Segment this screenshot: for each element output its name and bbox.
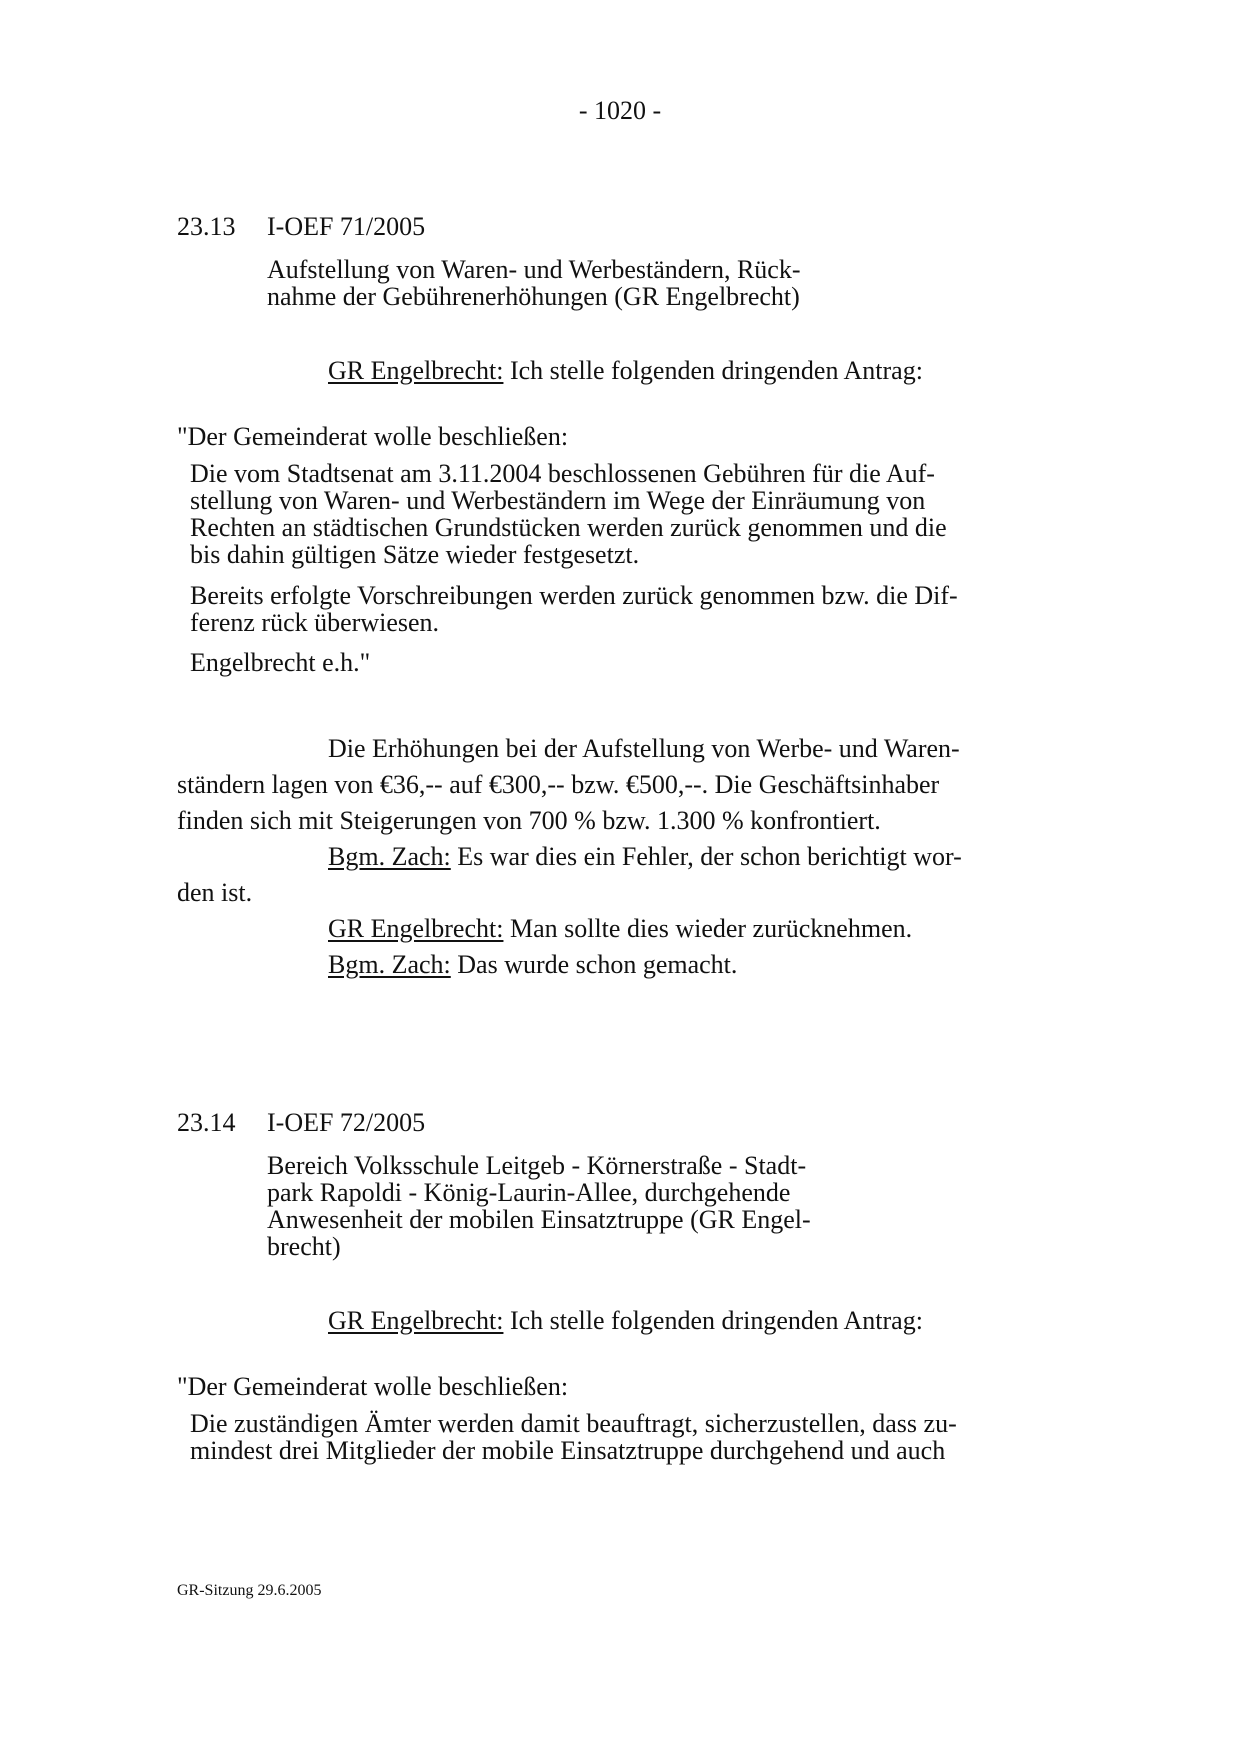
motion-line: bis dahin gültigen Sätze wieder festgesetzt.	[190, 540, 640, 569]
speaker-name: GR Engelbrecht:	[328, 914, 504, 943]
item-title-line: brecht)	[267, 1232, 341, 1261]
speaker-text: Es war dies ein Fehler, der schon berichtigt wor-	[450, 842, 962, 871]
item-title	[267, 1152, 811, 1260]
motion-header: "Der Gemeinderat wolle beschließen:	[177, 422, 569, 451]
item-title-line: nahme der Gebührenerhöhungen (GR Engelbrecht)	[267, 282, 800, 311]
speaker-line	[328, 914, 912, 944]
item-number: 23.14	[177, 1108, 236, 1137]
item-title-line: Aufstellung von Waren- und Werbeständern, Rück-	[267, 255, 801, 284]
item-title-line: Anwesenheit der mobilen Einsatztruppe (GR Engel-	[267, 1205, 811, 1234]
motion-line: mindest drei Mitglieder der mobile Einsatztruppe durchgehend und auch	[190, 1436, 946, 1465]
item-number: 23.13	[177, 212, 236, 241]
speaker-name: Bgm. Zach:	[328, 950, 451, 979]
speaker-name: GR Engelbrecht:	[328, 356, 504, 385]
footer: GR-Sitzung 29.6.2005	[177, 1582, 322, 1599]
speaker-text: Man sollte dies wieder zurücknehmen.	[503, 914, 913, 943]
motion-line: stellung von Waren- und Werbeständern im Wege der Einräumung von	[190, 486, 926, 515]
discussion-line: ständern lagen von €36,-- auf €300,-- bzw. €500,--. Die Geschäftsinhaber	[177, 770, 940, 799]
page-number: - 1020 -	[578, 96, 662, 125]
speaker-text: Ich stelle folgenden dringenden Antrag:	[503, 1306, 923, 1335]
motion-paragraph	[190, 460, 947, 568]
item-title-line: park Rapoldi - König-Laurin-Allee, durchgehende	[267, 1178, 791, 1207]
motion-signature: Engelbrecht e.h."	[190, 648, 371, 677]
motion-line: Die vom Stadtsenat am 3.11.2004 beschlossenen Gebühren für die Auf-	[190, 459, 935, 488]
speaker-line	[328, 842, 962, 872]
item-title	[267, 256, 801, 310]
speaker-line	[328, 356, 923, 386]
item-title-line: Bereich Volksschule Leitgeb - Körnerstraße - Stadt-	[267, 1151, 807, 1180]
motion-paragraph	[190, 582, 958, 636]
speaker-line	[328, 950, 737, 980]
item-code: I-OEF 72/2005	[267, 1108, 426, 1137]
speaker-name: GR Engelbrecht:	[328, 1306, 504, 1335]
motion-line: ferenz rück überwiesen.	[190, 608, 440, 637]
speaker-text: Ich stelle folgenden dringenden Antrag:	[503, 356, 923, 385]
speaker-name: Bgm. Zach:	[328, 842, 451, 871]
speaker-text-continued: den ist.	[177, 878, 253, 907]
speaker-line	[328, 1306, 923, 1336]
speaker-text: Das wurde schon gemacht.	[450, 950, 738, 979]
item-code: I-OEF 71/2005	[267, 212, 426, 241]
discussion-line: Die Erhöhungen bei der Aufstellung von Werbe- und Waren-	[328, 734, 960, 763]
motion-line: Die zuständigen Ämter werden damit beauftragt, sicherzustellen, dass zu-	[190, 1409, 957, 1438]
motion-line: Rechten an städtischen Grundstücken werden zurück genommen und die	[190, 513, 947, 542]
discussion-line: finden sich mit Steigerungen von 700 % bzw. 1.300 % konfrontiert.	[177, 806, 881, 835]
motion-header: "Der Gemeinderat wolle beschließen:	[177, 1372, 569, 1401]
motion-line: Bereits erfolgte Vorschreibungen werden zurück genommen bzw. die Dif-	[190, 581, 958, 610]
motion-paragraph	[190, 1410, 957, 1464]
